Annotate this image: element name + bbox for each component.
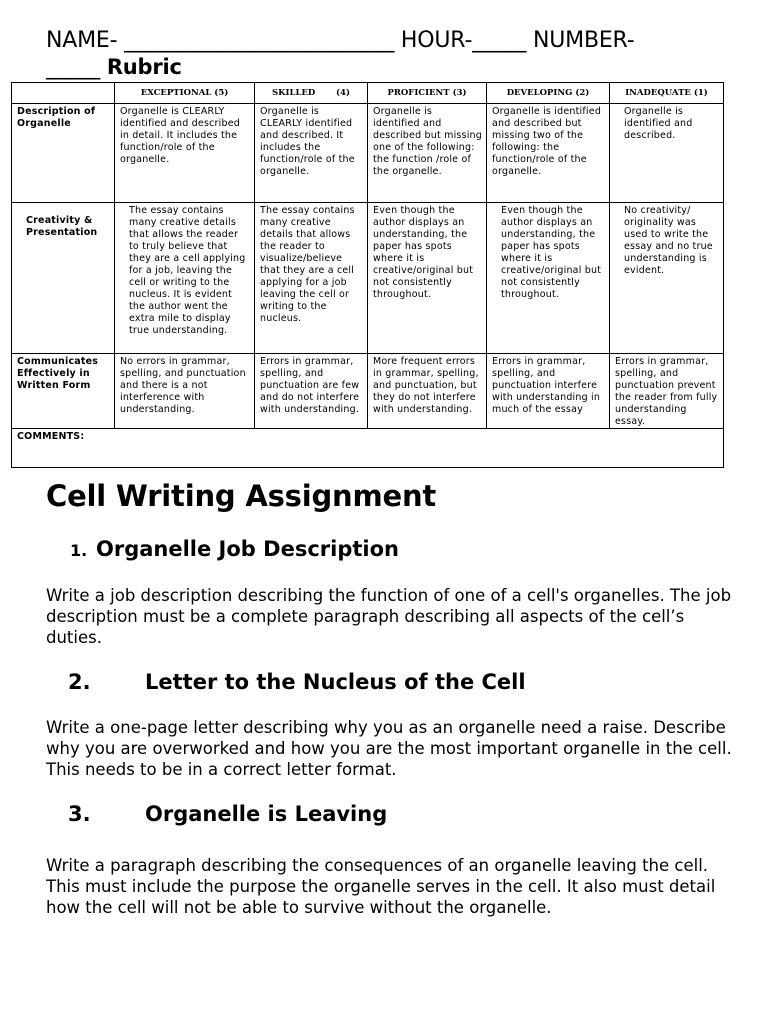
cell-description-skilled: Organelle is CLEARLY identified and described. It includes the function/role of the organelle. [255,104,368,203]
cell-creativity-developing: Even though the author displays an understanding, the paper has spots where it is creative/original but not consistently throughout. [487,203,610,354]
row-label-description: Description of Organelle [12,104,115,203]
section-2-title: Letter to the Nucleus of the Cell [145,670,526,694]
cell-communication-exceptional: No errors in grammar, spelling, and punctuation and there is a not interference with understanding. [115,354,255,429]
rubric-header-row [12,83,724,104]
comments-label: COMMENTS: [12,429,724,468]
column-inadequate: INADEQUATE (1) [610,83,724,104]
rubric-comments-row [12,429,724,468]
row-label-creativity: Creativity & Presentation [12,203,115,354]
rubric-row-creativity [12,203,724,354]
student-info-header [46,27,736,81]
number-blank: _____ [46,55,101,80]
header-second-line [46,54,736,81]
section-3-number: 3. [68,802,91,826]
cell-communication-proficient: More frequent errors in grammar, spelling, and punctuation, but they do not interfere with understanding. [368,354,487,429]
cell-creativity-proficient: Even though the author displays an understanding, the paper has spots where it is creative/original but not consistently throughout. [368,203,487,354]
section-1-body: Write a job description describing the function of one of a cell's organelles. The job description must be a complete paragraph describing all aspects of the cell’s duties. [46,586,732,647]
column-proficient: PROFICIENT (3) [368,83,487,104]
cell-creativity-inadequate: No creativity/ originality was used to write the essay and no true understanding is evident. [610,203,724,354]
section-3-heading [68,802,387,826]
cell-communication-inadequate: Errors in grammar, spelling, and punctuation prevent the reader from fully understanding essay. [610,354,724,429]
section-2-number: 2. [68,670,91,694]
row-label-communication: Communicates Effectively in Written Form [12,354,115,429]
assignment-title: Cell Writing Assignment [46,479,437,513]
rubric-row-communication [12,354,724,429]
cell-description-proficient: Organelle is identified and described but missing one of the following: the function /role of the organelle. [368,104,487,203]
column-developing: DEVELOPING (2) [487,83,610,104]
rubric-table [11,82,724,468]
rubric-label: Rubric [106,55,182,79]
section-1-heading [70,537,399,561]
rubric-row-description [12,104,724,203]
section-3-title: Organelle is Leaving [145,802,388,826]
cell-creativity-skilled: The essay contains many creative details that allows the reader to visualize/believe that they are a cell applying for a job leaving the cell or writing to the nucleus. [255,203,368,354]
section-2-heading [68,670,526,694]
rubric-corner-cell [12,83,115,104]
column-skilled: SKILLED (4) [255,83,368,104]
section-3-body: Write a paragraph describing the consequences of an organelle leaving the cell. This must include the purpose the organelle serves in the cell. It also must detail how the cell will not be able to survive without the organelle. [46,856,716,917]
name-hour-number-line: NAME- _________________________ HOUR-_____ NUMBER- [46,28,635,53]
cell-communication-developing: Errors in grammar, spelling, and punctuation interfere with understanding in much of the essay [487,354,610,429]
cell-description-exceptional: Organelle is CLEARLY identified and described in detail. It includes the function/role of the organelle. [115,104,255,203]
section-1-number: 1. [70,541,88,560]
column-exceptional: EXCEPTIONAL (5) [115,83,255,104]
section-1-title: Organelle Job Description [96,537,399,561]
section-2-body: Write a one-page letter describing why you as an organelle need a raise. Describe why you are overworked and how you are the most important organelle in the cell. This needs to be in a correct letter format. [46,718,732,779]
cell-description-developing: Organelle is identified and described but missing two of the following: the function/role of the organelle. [487,104,610,203]
cell-creativity-exceptional: The essay contains many creative details that allows the reader to truly believe that they are a cell applying for a job, leaving the cell or writing to the nucleus. It is evident the author went the extra mile to display true understanding. [115,203,255,354]
cell-communication-skilled: Errors in grammar, spelling, and punctuation are few and do not interfere with understanding. [255,354,368,429]
cell-description-inadequate: Organelle is identified and described. [610,104,724,203]
